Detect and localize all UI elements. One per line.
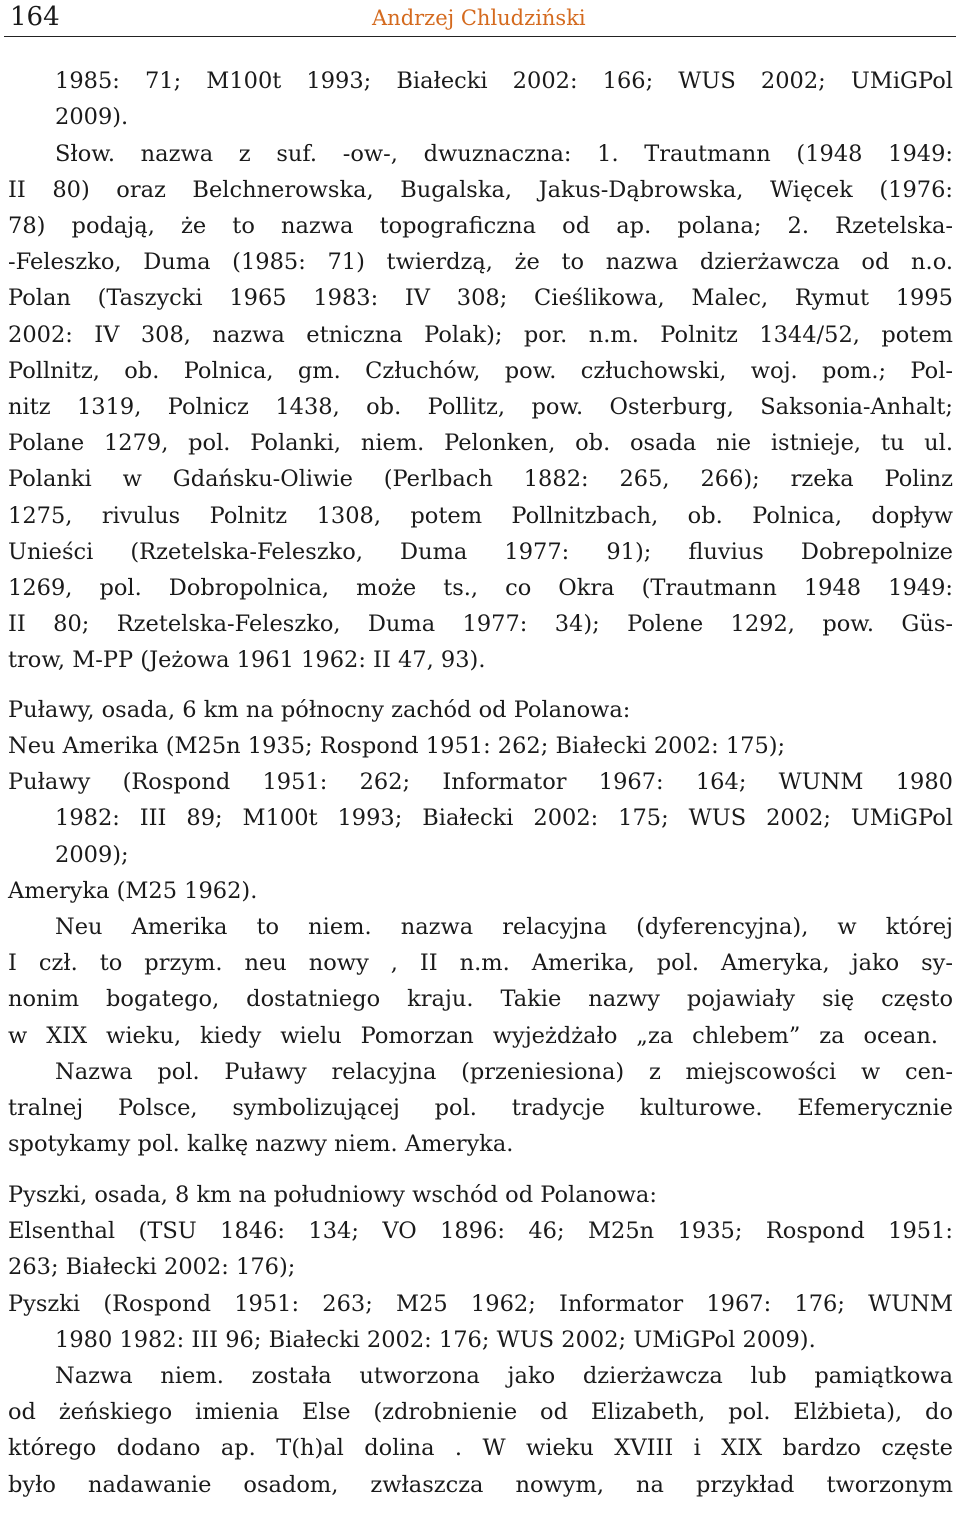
text-line: 1269, pol. Dobropolnica, może ts., co Okra (Trautmann 1948 1949: (8, 575, 953, 601)
text-line: spotykamy pol. kalkę nazwy niem. Ameryka. (8, 1131, 514, 1157)
text-line: Polan (Taszycki 1965 1983: IV 308; Cieślikowa, Malec, Rymut 1995 (8, 285, 953, 311)
entry-headline-pyszki: Pyszki, osada, 8 km na południowy wschód od Polanowa: (8, 1182, 657, 1208)
text-line: było nadawanie osadom, zwłaszcza nowym, na przykład tworzonym (8, 1472, 953, 1498)
text-line: Słow. nazwa z suf. -ow-, dwuznaczna: 1. Trautmann (1948 1949: (55, 141, 953, 167)
text-line: trow, M-PP (Jeżowa 1961 1962: II 47, 93). (8, 647, 486, 673)
text-line: 1982: III 89; M100t 1993; Białecki 2002: 175; WUS 2002; UMiGPol (55, 805, 953, 831)
text-line: tralnej Polsce, symbolizującej pol. tradycje kulturowe. Efemerycznie (8, 1095, 953, 1121)
text-line: I czł. to przym. neu nowy , II n.m. Amerika, pol. Ameryka, jako sy- (8, 950, 953, 976)
text-line: -Feleszko, Duma (1985: 71) twierdzą, że to nazwa dzierżawcza od n.o. (8, 249, 953, 275)
text-line: II 80; Rzetelska-Feleszko, Duma 1977: 34); Polene 1292, pow. Güs- (8, 611, 953, 637)
text-line: Unieści (Rzetelska-Feleszko, Duma 1977: 91); fluvius Dobrepolnize (8, 539, 953, 565)
text-line: Pyszki (Rospond 1951: 263; M25 1962; Informator 1967: 176; WUNM (8, 1291, 953, 1317)
text-line: 2009). (55, 104, 129, 130)
entry-headline-pulawy: Puławy, osada, 6 km na północny zachód od Polanowa: (8, 697, 631, 723)
page-number: 164 (10, 2, 60, 32)
text-line: Elsenthal (TSU 1846: 134; VO 1896: 46; M25n 1935; Rospond 1951: (8, 1218, 953, 1244)
text-line: 263; Białecki 2002: 176); (8, 1254, 296, 1280)
text-line: II 80) oraz Belchnerowska, Bugalska, Jakus-Dąbrowska, Więcek (1976: (8, 177, 953, 203)
text-line: Pollnitz, ob. Polnica, gm. Człuchów, pow. człuchowski, woj. pom.; Pol- (8, 358, 953, 384)
text-line: 2009); (55, 842, 129, 868)
text-line: 78) podają, że to nazwa topograficzna od ap. polana; 2. Rzetelska- (8, 213, 953, 239)
text-line: Nazwa pol. Puławy relacyjna (przeniesiona) z miejscowości w cen- (55, 1059, 953, 1085)
text-line: 1275, rivulus Polnitz 1308, potem Pollnitzbach, ob. Polnica, dopływ (8, 503, 953, 529)
text-line: nitz 1319, Polnicz 1438, ob. Pollitz, pow. Osterburg, Saksonia-Anhalt; (8, 394, 953, 420)
text-line: od żeńskiego imienia Else (zdrobnienie od Elizabeth, pol. Elżbieta), do (8, 1399, 953, 1425)
text-line: nonim bogatego, dostatniego kraju. Takie nazwy pojawiały się często (8, 986, 953, 1012)
running-head: Andrzej Chludziński (372, 6, 586, 30)
text-line: Ameryka (M25 1962). (8, 878, 258, 904)
text-line: Polane 1279, pol. Polanki, niem. Pelonken, ob. osada nie istnieje, tu ul. (8, 430, 953, 456)
text-line: 1985: 71; M100t 1993; Białecki 2002: 166; WUS 2002; UMiGPol (55, 68, 953, 94)
text-line: Polanki w Gdańsku-Oliwie (Perlbach 1882: 265, 266); rzeka Polinz (8, 466, 953, 492)
text-line: 1980 1982: III 96; Białecki 2002: 176; WUS 2002; UMiGPol 2009). (55, 1327, 816, 1353)
text-line: Puławy (Rospond 1951: 262; Informator 1967: 164; WUNM 1980 (8, 769, 953, 795)
text-line: Neu Amerika (M25n 1935; Rospond 1951: 262; Białecki 2002: 175); (8, 733, 786, 759)
text-line: 2002: IV 308, nazwa etniczna Polak); por. n.m. Polnitz 1344/52, potem (8, 322, 953, 348)
header-rule (4, 36, 956, 37)
text-line: w XIX wieku, kiedy wielu Pomorzan wyjeżdżało „za chlebem” za ocean. (8, 1023, 938, 1049)
text-line: Neu Amerika to niem. nazwa relacyjna (dyferencyjna), w której (55, 914, 953, 940)
text-line: Nazwa niem. została utworzona jako dzierżawcza lub pamiątkowa (55, 1363, 953, 1389)
text-line: którego dodano ap. T(h)al dolina . W wieku XVIII i XIX bardzo częste (8, 1435, 953, 1461)
page-header (0, 0, 960, 36)
